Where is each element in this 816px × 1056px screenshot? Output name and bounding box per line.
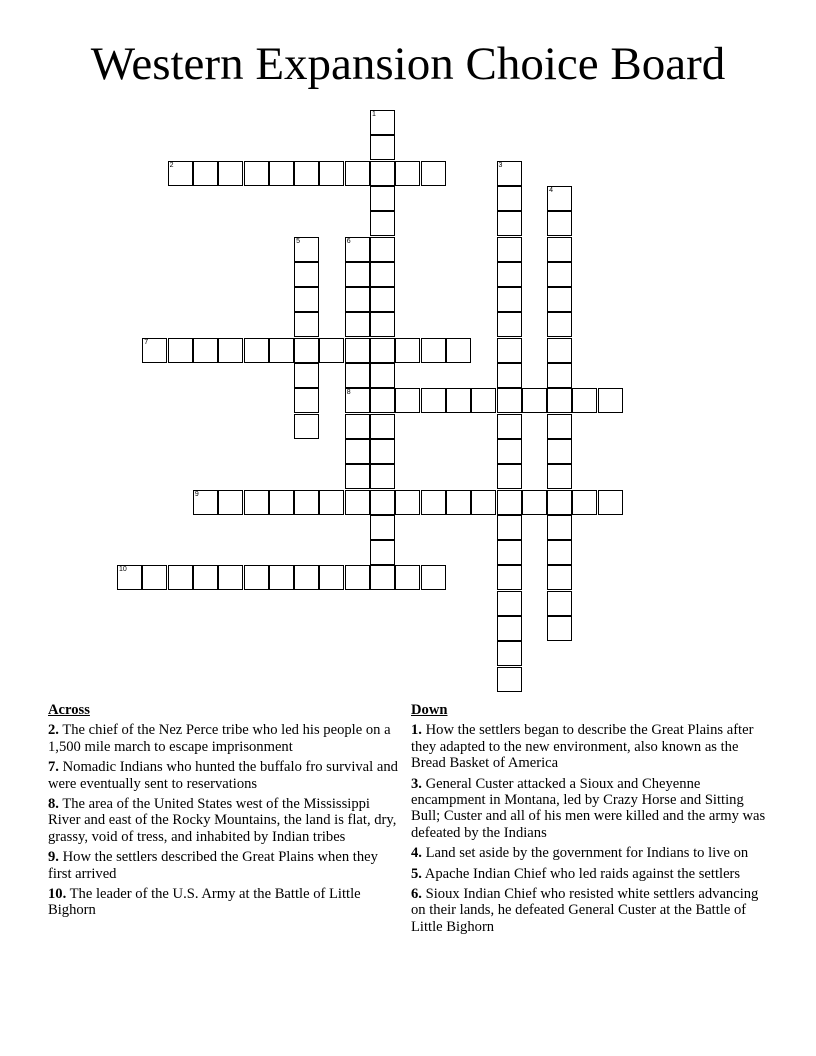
crossword-cell[interactable]	[497, 591, 522, 616]
crossword-cell[interactable]	[497, 312, 522, 337]
crossword-cell[interactable]	[547, 616, 572, 641]
crossword-cell[interactable]	[269, 338, 294, 363]
crossword-cell[interactable]	[497, 515, 522, 540]
clue-across-8: 8. The area of the United States west of the Mississippi River and east of the Rocky Mountains, the land is flat, dry, grassy, void of tress, and inhabited by Indian tribes	[48, 796, 397, 845]
crossword-cell[interactable]	[421, 161, 446, 186]
crossword-cell[interactable]	[497, 161, 522, 186]
clue-text: How the settlers described the Great Plains when they first arrived	[48, 849, 378, 882]
crossword-cell[interactable]	[421, 388, 446, 413]
crossword-cell[interactable]	[345, 237, 370, 262]
crossword-cell[interactable]	[168, 338, 193, 363]
crossword-cell[interactable]	[218, 490, 243, 515]
crossword-cell[interactable]	[345, 414, 370, 439]
crossword-cell[interactable]	[395, 338, 420, 363]
crossword-cell[interactable]	[497, 540, 522, 565]
crossword-cell[interactable]	[370, 490, 395, 515]
crossword-cell[interactable]	[547, 591, 572, 616]
clue-across-9: 9. How the settlers described the Great Plains when they first arrived	[48, 849, 378, 882]
clue-number: 4	[411, 845, 419, 862]
crossword-cell[interactable]	[244, 565, 269, 590]
cell-number: 4	[549, 186, 553, 194]
clue-text: Nomadic Indians who hunted the buffalo fro survival and were eventually sent to reservations	[48, 759, 398, 792]
crossword-cell[interactable]	[598, 490, 623, 515]
crossword-cell[interactable]	[497, 490, 522, 515]
clue-text: General Custer attacked a Sioux and Cheyenne encampment in Montana, led by Crazy Horse and Sitting Bull; Custer and all of his men were killed and the army was defeated by the Indians	[411, 775, 766, 841]
crossword-cell[interactable]	[572, 388, 597, 413]
crossword-cell[interactable]	[497, 262, 522, 287]
cell-number: 5	[296, 237, 300, 245]
clue-down-3: 3. General Custer attacked a Sioux and Cheyenne encampment in Montana, led by Crazy Horse and Sitting Bull; Custer and all of his men were killed and the army was defeated by the Indians	[411, 775, 766, 841]
clue-across-7: 7. Nomadic Indians who hunted the buffalo fro survival and were eventually sent to reservations	[48, 759, 398, 792]
clue-text: Apache Indian Chief who led raids against the settlers	[424, 865, 741, 882]
page-title: Western Expansion Choice Board	[90, 38, 726, 90]
crossword-cell[interactable]	[370, 540, 395, 565]
crossword-cell[interactable]	[497, 414, 522, 439]
crossword-cell[interactable]	[395, 565, 420, 590]
crossword-cell[interactable]	[547, 439, 572, 464]
crossword-cell[interactable]	[572, 490, 597, 515]
crossword-cell[interactable]	[370, 363, 395, 388]
clue-text: The chief of the Nez Perce tribe who led his people on a 1,500 mile march to escape imprisonment	[48, 722, 391, 755]
crossword-cell[interactable]	[294, 237, 319, 262]
crossword-cell[interactable]	[294, 161, 319, 186]
clue-text: Land set aside by the government for Indians to live on	[425, 845, 749, 862]
crossword-cell[interactable]	[370, 565, 395, 590]
clue-down-4: 4. Land set aside by the government for Indians to live on	[411, 845, 749, 862]
crossword-cell[interactable]	[421, 490, 446, 515]
crossword-cell[interactable]	[370, 464, 395, 489]
crossword-cell[interactable]	[446, 388, 471, 413]
crossword-cell[interactable]	[345, 363, 370, 388]
crossword-cell[interactable]	[497, 338, 522, 363]
crossword-cell[interactable]	[547, 388, 572, 413]
down-heading: Down	[411, 702, 448, 718]
clue-number: 6	[411, 886, 419, 903]
crossword-cell[interactable]	[547, 540, 572, 565]
cell-number: 8	[346, 389, 351, 397]
crossword-cell[interactable]	[497, 616, 522, 641]
crossword-cell[interactable]	[294, 490, 319, 515]
crossword-cell[interactable]	[244, 490, 269, 515]
crossword-cell[interactable]	[294, 312, 319, 337]
crossword-cell[interactable]	[269, 161, 294, 186]
crossword-cell[interactable]	[193, 565, 218, 590]
crossword-cell[interactable]	[547, 464, 572, 489]
crossword-cell[interactable]	[547, 237, 572, 262]
crossword-cell[interactable]	[471, 490, 496, 515]
crossword-cell[interactable]	[497, 211, 522, 236]
cell-number: 6	[346, 237, 351, 245]
crossword-cell[interactable]	[345, 388, 370, 413]
cell-number: 2	[169, 161, 174, 169]
crossword-cell[interactable]	[395, 161, 420, 186]
across-heading: Across	[48, 702, 90, 718]
crossword-cell[interactable]	[547, 363, 572, 388]
crossword-cell[interactable]	[395, 490, 420, 515]
crossword-cell[interactable]	[446, 490, 471, 515]
crossword-cell[interactable]	[497, 565, 522, 590]
cell-number: 10	[119, 566, 127, 574]
across-clues	[48, 702, 398, 923]
clue-down-6: 6. Sioux Indian Chief who resisted white settlers advancing on their lands, he defeated General Custer at the Battle of Little Bighorn	[411, 886, 759, 935]
crossword-cell[interactable]	[218, 338, 243, 363]
crossword-cell[interactable]	[117, 565, 142, 590]
clue-text: The leader of the U.S. Army at the Battle of Little Bighorn	[48, 886, 361, 919]
crossword-cell[interactable]	[547, 490, 572, 515]
crossword-cell[interactable]	[370, 439, 395, 464]
crossword-cell[interactable]	[294, 388, 319, 413]
crossword-cell[interactable]	[294, 338, 319, 363]
crossword-cell[interactable]	[497, 439, 522, 464]
crossword-cell[interactable]	[497, 641, 522, 666]
crossword-cell[interactable]	[193, 161, 218, 186]
crossword-cell[interactable]	[370, 287, 395, 312]
crossword-cell[interactable]	[370, 312, 395, 337]
crossword-cell[interactable]	[395, 388, 420, 413]
crossword-cell[interactable]	[370, 515, 395, 540]
clue-number: 7	[48, 759, 56, 776]
crossword-cell[interactable]	[497, 464, 522, 489]
crossword-cell[interactable]	[547, 211, 572, 236]
crossword-cell[interactable]	[294, 262, 319, 287]
crossword-cell[interactable]	[370, 338, 395, 363]
cell-number: 9	[194, 490, 199, 498]
crossword-cell[interactable]	[446, 338, 471, 363]
crossword-cell[interactable]	[547, 186, 572, 211]
down-clues	[411, 702, 771, 939]
crossword-cell[interactable]	[370, 262, 395, 287]
crossword-cell[interactable]	[497, 363, 522, 388]
crossword-cell[interactable]	[345, 464, 370, 489]
crossword-cell[interactable]	[497, 667, 522, 692]
crossword-cell[interactable]	[294, 363, 319, 388]
crossword-cell[interactable]	[269, 565, 294, 590]
clue-text: How the settlers began to describe the Great Plains after they adapted to the new environment, also known as the Bread Basket of America	[411, 722, 754, 772]
crossword-cell[interactable]	[294, 287, 319, 312]
crossword-cell[interactable]	[142, 565, 167, 590]
crossword-cell[interactable]	[370, 161, 395, 186]
crossword-cell[interactable]	[168, 161, 193, 186]
crossword-cell[interactable]	[370, 110, 395, 135]
crossword-cell[interactable]	[547, 262, 572, 287]
crossword-cell[interactable]	[497, 287, 522, 312]
crossword-cell[interactable]	[547, 414, 572, 439]
crossword-cell[interactable]	[522, 388, 547, 413]
crossword-cell[interactable]	[168, 565, 193, 590]
crossword-cell[interactable]	[547, 565, 572, 590]
cell-number: 7	[144, 338, 149, 346]
crossword-cell[interactable]	[244, 161, 269, 186]
crossword-cell[interactable]	[547, 312, 572, 337]
crossword-cell[interactable]	[269, 490, 294, 515]
crossword-cell[interactable]	[345, 490, 370, 515]
crossword-cell[interactable]	[547, 287, 572, 312]
crossword-cell[interactable]	[547, 515, 572, 540]
crossword-cell[interactable]	[345, 161, 370, 186]
clue-across-2: 2. The chief of the Nez Perce tribe who led his people on a 1,500 mile march to escape imprisonment	[48, 722, 391, 755]
clue-text: Sioux Indian Chief who resisted white settlers advancing on their lands, he defeated General Custer at the Battle of Little Bighorn	[411, 886, 759, 935]
clue-number: 1	[411, 722, 419, 739]
crossword-cell[interactable]	[345, 312, 370, 337]
crossword-cell[interactable]	[218, 161, 243, 186]
clue-down-5: 5. Apache Indian Chief who led raids against the settlers	[411, 865, 741, 882]
clue-down-1: 1. How the settlers began to describe the Great Plains after they adapted to the new environment, also known as the Bread Basket of America	[411, 722, 754, 772]
crossword-cell[interactable]	[598, 388, 623, 413]
crossword-cell[interactable]	[345, 338, 370, 363]
crossword-cell[interactable]	[244, 338, 269, 363]
crossword-cell[interactable]	[497, 186, 522, 211]
crossword-cell[interactable]	[370, 186, 395, 211]
clue-number: 8	[48, 796, 56, 813]
crossword-cell[interactable]	[319, 161, 344, 186]
crossword-cell[interactable]	[319, 338, 344, 363]
cell-number: 3	[498, 161, 503, 169]
crossword-cell[interactable]	[547, 338, 572, 363]
clue-number: 9	[48, 849, 56, 866]
crossword-cell[interactable]	[370, 135, 395, 160]
clue-number: 3	[411, 775, 419, 792]
clue-number: 5	[411, 865, 419, 882]
crossword-cell[interactable]	[370, 414, 395, 439]
clue-across-10: 10. The leader of the U.S. Army at the Battle of Little Bighorn	[48, 886, 361, 919]
crossword-cell[interactable]	[294, 414, 319, 439]
crossword-cell[interactable]	[319, 490, 344, 515]
crossword-cell[interactable]	[421, 565, 446, 590]
crossword-cell[interactable]	[497, 388, 522, 413]
crossword-cell[interactable]	[319, 565, 344, 590]
crossword-cell[interactable]	[142, 338, 167, 363]
crossword-cell[interactable]	[218, 565, 243, 590]
crossword-cell[interactable]	[471, 388, 496, 413]
crossword-cell[interactable]	[345, 439, 370, 464]
clue-text: The area of the United States west of the Mississippi River and east of the Rocky Mountains, the land is flat, dry, grassy, void of tress, and inhabited by Indian tribes	[48, 796, 397, 845]
crossword-cell[interactable]	[345, 287, 370, 312]
crossword-cell[interactable]	[522, 490, 547, 515]
crossword-cell[interactable]	[193, 338, 218, 363]
crossword-cell[interactable]	[345, 565, 370, 590]
crossword-cell[interactable]	[193, 490, 218, 515]
crossword-cell[interactable]	[370, 237, 395, 262]
crossword-cell[interactable]	[497, 237, 522, 262]
crossword-cell[interactable]	[370, 211, 395, 236]
crossword-cell[interactable]	[294, 565, 319, 590]
clue-number: 2	[48, 722, 56, 739]
crossword-cell[interactable]	[370, 388, 395, 413]
crossword-cell[interactable]	[345, 262, 370, 287]
clue-number: 10	[48, 886, 63, 903]
cell-number: 1	[372, 111, 376, 118]
crossword-cell[interactable]	[421, 338, 446, 363]
